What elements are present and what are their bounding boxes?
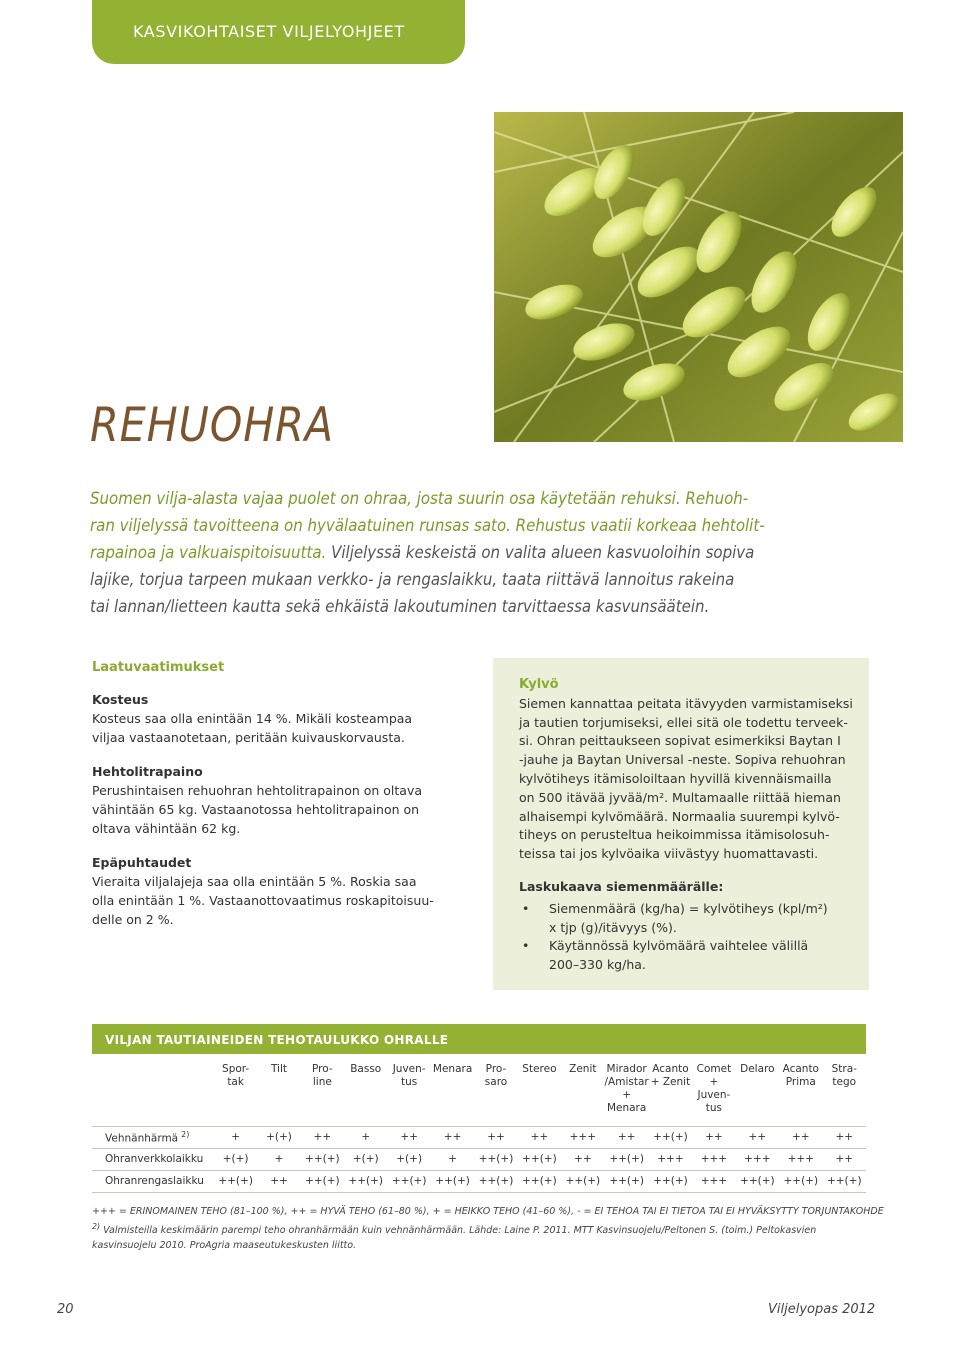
table-column-header	[736, 1054, 779, 1126]
table-cell: +	[257, 1148, 300, 1170]
bullet-text: Käytännössä kylvömäärä vaihtelee välillä	[549, 938, 809, 954]
table-cell: ++(+)	[474, 1170, 517, 1192]
table-column-header	[605, 1054, 649, 1126]
table-cell: ++(+)	[518, 1148, 561, 1170]
column-header-line: /Amistar	[604, 1076, 649, 1088]
table-cell: ++	[605, 1126, 649, 1148]
column-header-line: Mirador	[606, 1063, 647, 1075]
column-header-line: + Zenit	[650, 1076, 691, 1088]
table-cell: ++(+)	[649, 1170, 692, 1192]
footnote-source	[92, 1219, 892, 1238]
table-cell: ++(+)	[518, 1170, 561, 1192]
table-cell: +++	[649, 1148, 692, 1170]
table-cell: ++	[518, 1126, 561, 1148]
intro-line: ran viljelyssä tavoitteena on hyvälaatuinen runsas sato. Rehustus vaatii korkeaa hehtolit-	[90, 516, 765, 535]
column-header-line: Acanto	[652, 1063, 689, 1075]
section-header-tab	[92, 0, 465, 64]
column-header-line: Stereo	[522, 1063, 557, 1075]
impurities-text: Vieraita viljalajeja saa olla enintään 5 %. Roskia saa	[92, 874, 417, 889]
table-cell: ++	[692, 1126, 735, 1148]
intro-highlight: rapainoa ja valkuaispitoisuutta.	[90, 543, 327, 562]
table-cell: ++(+)	[561, 1170, 604, 1192]
bullet-icon: •	[522, 938, 530, 954]
moisture-title: Kosteus	[92, 692, 149, 707]
table-cell: +++	[692, 1170, 735, 1192]
table-column-header	[649, 1054, 692, 1126]
impurities-text: olla enintään 1 %. Vastaanottovaatimus roskapitoisuu-	[92, 893, 434, 908]
page-number: 20	[57, 1302, 74, 1317]
table-cell: ++	[779, 1126, 822, 1148]
table-cell: ++(+)	[301, 1170, 344, 1192]
table-cell: ++	[257, 1170, 300, 1192]
table-corner	[92, 1054, 214, 1126]
column-header-line: line	[312, 1076, 332, 1088]
table-row	[92, 1170, 866, 1192]
section-title: KASVIKOHTAISET VILJELYOHJEET	[133, 22, 405, 41]
sowing-text: kylvötiheys itämisoloiltaan hyvillä kivennäismailla	[519, 770, 832, 786]
intro-paragraph	[90, 485, 880, 620]
moisture-text: Kosteus saa olla enintään 14 %. Mikäli kosteampaa	[92, 711, 413, 726]
hectoliter-text: vähintään 65 kg. Vastaanotossa hehtolitrapainon on	[92, 802, 420, 817]
table-column-header	[257, 1054, 300, 1126]
hectoliter-text: Perushintaisen rehuohran hehtolitrapainon on oltava	[92, 783, 423, 798]
table-column-header	[301, 1054, 344, 1126]
table-cell: ++(+)	[214, 1170, 257, 1192]
row-label-sup: 2)	[181, 1129, 190, 1139]
sowing-text: tiheys on perusteltua heikoimmissa itämisolosuh-	[519, 827, 830, 843]
row-label	[92, 1126, 214, 1148]
hectoliter-text: oltava vähintään 62 kg.	[92, 821, 241, 836]
moisture-text: viljaa vastaanotetaan, peritään kuivauskorvausta.	[92, 730, 405, 745]
column-header-line: + Menara	[606, 1089, 647, 1114]
impurities-text: delle on 2 %.	[92, 912, 174, 927]
fungicide-table-section	[92, 1024, 866, 1193]
table-column-header	[518, 1054, 561, 1126]
table-cell: ++	[474, 1126, 517, 1148]
page-title: REHUOHRA	[90, 398, 334, 453]
table-cell: ++(+)	[736, 1170, 779, 1192]
column-header-line: Comet	[696, 1063, 732, 1075]
column-header-line: Pro-	[485, 1063, 507, 1075]
row-label-text: Ohranverkkolaikku	[105, 1153, 204, 1165]
table-cell: +(+)	[257, 1126, 300, 1148]
column-header-line: saro	[484, 1076, 508, 1088]
table-cell: ++	[301, 1126, 344, 1148]
table-cell: ++(+)	[301, 1148, 344, 1170]
intro-line: tai lannan/lietteen kautta sekä ehkäistä lakoutuminen tarvittaessa kasvunsäätein.	[90, 597, 710, 616]
sowing-box	[493, 658, 869, 990]
intro-line: Suomen vilja-alasta vajaa puolet on ohraa, josta suurin osa käytetään rehuksi. Rehuoh-	[90, 489, 749, 508]
column-header-line: + Juven-	[697, 1076, 731, 1101]
impurities-block	[92, 853, 462, 929]
quality-requirements	[92, 658, 462, 944]
column-header-line: tus	[705, 1102, 723, 1114]
table-cell: ++	[823, 1126, 866, 1148]
sowing-text: -jauhe ja Baytan Universal -neste. Sopiva rehuohran	[519, 752, 846, 768]
fungicide-table	[92, 1054, 866, 1193]
column-header-line: Delaro	[740, 1063, 775, 1075]
table-cell: ++	[561, 1148, 604, 1170]
table-column-header	[692, 1054, 735, 1126]
table-column-header	[823, 1054, 866, 1126]
barley-illustration	[494, 112, 903, 442]
footnote	[92, 1204, 892, 1253]
table-cell: ++	[736, 1126, 779, 1148]
table-cell: ++(+)	[605, 1170, 649, 1192]
row-label	[92, 1148, 214, 1170]
sowing-text: teissa tai jos kylvöaika viivästyy huomattavasti.	[519, 846, 819, 862]
column-header-line: Basso	[350, 1063, 382, 1075]
footnote-source-text: Valmisteilla keskimäärin parempi teho ohranhärmään kuin vehnänhärmään. Lähde: Laine P. 2011. MTT Kasvinsuojelu/Peltonen S. (toim.) Peltokasvien	[100, 1225, 817, 1237]
table-cell: ++	[387, 1126, 430, 1148]
column-header-line: Tilt	[270, 1063, 288, 1075]
sowing-text: alhaisempi kylvömäärä. Normaalia suurempi kylvö-	[519, 808, 840, 824]
column-header-line: Prima	[785, 1076, 816, 1088]
quality-title: Laatuvaatimukset	[92, 660, 225, 675]
row-label-text: Vehnänhärmä	[105, 1132, 179, 1145]
table-column-header	[561, 1054, 604, 1126]
formula-bullet	[519, 937, 843, 975]
table-cell: +	[431, 1148, 474, 1170]
column-header-line: Acanto	[782, 1063, 819, 1075]
table-header-row	[92, 1054, 866, 1126]
column-header-line: Spor-	[222, 1063, 250, 1075]
table-cell: +	[214, 1126, 257, 1148]
footnote-sup: 2)	[92, 1222, 101, 1231]
publication-name: Viljelyopas 2012	[768, 1302, 876, 1317]
sowing-text: ja tautien torjumiseksi, ellei sitä ole todettu terveek-	[519, 714, 848, 730]
table-cell: +++	[692, 1148, 735, 1170]
column-header-line: Menara	[432, 1063, 473, 1075]
table-cell: ++	[431, 1126, 474, 1148]
column-header-line: Zenit	[569, 1063, 597, 1075]
sowing-title: Kylvö	[519, 677, 559, 692]
formula-bullet	[519, 900, 843, 938]
bullet-text: Siemenmäärä (kg/ha) = kylvötiheys (kpl/m²)	[549, 900, 828, 916]
sowing-text: Siemen kannattaa peitata itävyyden varmistamiseksi	[519, 695, 853, 711]
table-cell: +++	[561, 1126, 604, 1148]
table-cell: ++(+)	[474, 1148, 517, 1170]
table-cell: ++(+)	[344, 1170, 387, 1192]
column-header-line: tego	[832, 1076, 857, 1088]
hectoliter-title: Hehtolitrapaino	[92, 764, 203, 779]
intro-line	[90, 539, 809, 566]
bullet-icon: •	[522, 900, 530, 916]
table-cell: +(+)	[344, 1148, 387, 1170]
row-label	[92, 1170, 214, 1192]
table-cell: ++	[823, 1148, 866, 1170]
intro-line: lajike, torjua tarpeen mukaan verkko- ja rengaslaikku, taata riittävä lannoitus rakeina	[90, 570, 735, 589]
bullet-text: 200–330 kg/ha.	[549, 957, 646, 973]
table-column-header	[214, 1054, 257, 1126]
table-column-header	[431, 1054, 474, 1126]
table-column-header	[344, 1054, 387, 1126]
table-row	[92, 1148, 866, 1170]
table-column-header	[474, 1054, 517, 1126]
sowing-text: on 500 itävää jyvää/m². Multamaalle riittää hieman	[519, 789, 841, 805]
footnote-legend: +++ = ERINOMAINEN TEHO (81–100 %), ++ = HYVÄ TEHO (61–80 %), + = HEIKKO TEHO (41–60 %), - = EI TEHOA TAI EI TIETOA TAI EI HYVÄKSYTTY TORJUNTAKOHDE	[92, 1206, 884, 1217]
table-title: VILJAN TAUTIAINEIDEN TEHOTAULUKKO OHRALLE	[92, 1024, 866, 1054]
row-label-text: Ohranrengaslaikku	[105, 1175, 204, 1187]
table-cell: +++	[779, 1148, 822, 1170]
column-header-line: Pro-	[312, 1063, 333, 1075]
hectoliter-block	[92, 762, 462, 838]
moisture-block	[92, 690, 462, 747]
formula-title: Laskukaava siemenmäärälle:	[519, 878, 724, 894]
intro-text: Viljelyssä keskeistä on valita alueen kasvuoloihin sopiva	[326, 543, 755, 562]
impurities-title: Epäpuhtaudet	[92, 855, 192, 870]
sowing-text: si. Ohran peittaukseen sopivat esimerkiksi Baytan I	[519, 733, 841, 749]
table-cell: +	[344, 1126, 387, 1148]
table-row	[92, 1126, 866, 1148]
table-cell: ++(+)	[431, 1170, 474, 1192]
column-header-line: tus	[401, 1076, 418, 1088]
table-cell: ++(+)	[605, 1148, 649, 1170]
column-header-line: Juven-	[392, 1063, 426, 1075]
table-cell: +(+)	[214, 1148, 257, 1170]
table-column-header	[387, 1054, 430, 1126]
column-header-line: Stra-	[831, 1063, 857, 1075]
barley-photo	[494, 112, 903, 442]
bullet-text: x tjp (g)/itävyys (%).	[549, 919, 677, 935]
table-cell: ++(+)	[387, 1170, 430, 1192]
column-header-line: tak	[227, 1076, 244, 1088]
table-cell: +(+)	[387, 1148, 430, 1170]
table-column-header	[779, 1054, 822, 1126]
table-cell: ++(+)	[823, 1170, 866, 1192]
table-cell: ++(+)	[649, 1126, 692, 1148]
footnote-source: kasvinsuojelu 2010. ProAgria maaseutukeskusten liitto.	[92, 1240, 357, 1252]
table-cell: +++	[736, 1148, 779, 1170]
table-cell: ++(+)	[779, 1170, 822, 1192]
